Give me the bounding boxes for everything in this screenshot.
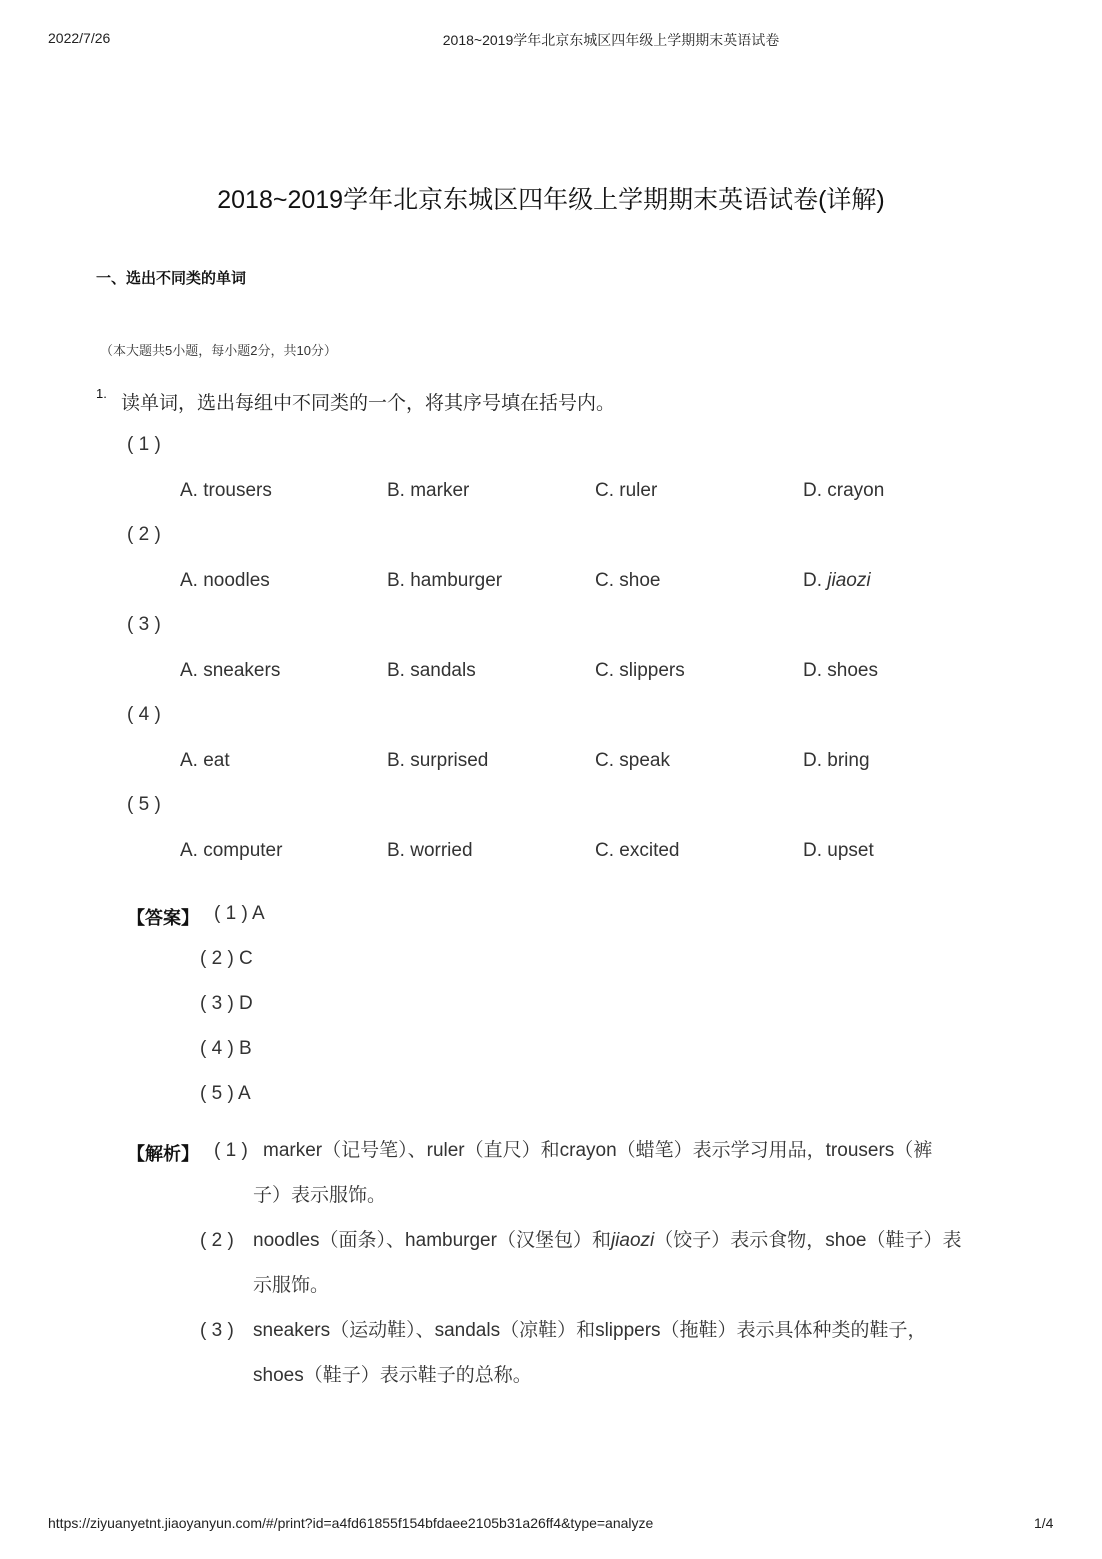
option-b: B. surprised (387, 750, 489, 771)
answer-line: ( 1 ) A (214, 903, 265, 924)
option-d-prefix: D. (803, 570, 828, 591)
analysis-num: ( 1 ) (214, 1140, 248, 1161)
option-c: C. shoe (595, 570, 661, 591)
answer-line: ( 3 ) D (200, 993, 253, 1014)
analysis-num: ( 2 ) (200, 1230, 234, 1251)
option-d: D. crayon (803, 480, 885, 501)
print-doc-title: 2018~2019学年北京东城区四年级上学期期末英语试卷 (442, 32, 780, 48)
option-c: C. excited (595, 840, 680, 861)
option-a: A. noodles (180, 570, 270, 591)
analysis-text (253, 1218, 961, 1263)
option-b: B. worried (387, 840, 473, 861)
section-heading: 一、选出不同类的单词 (96, 270, 247, 287)
option-b: B. sandals (387, 660, 476, 681)
section-note: （本大题共5小题，每小题2分，共10分） (100, 343, 337, 358)
analysis-text: sneakers（运动鞋）、sandals（凉鞋）和slippers（拖鞋）表示具体种类的鞋子， (253, 1320, 927, 1341)
analysis-italic: jiaozi (610, 1230, 655, 1251)
analysis-text: marker（记号笔）、ruler（直尺）和crayon（蜡笔）表示学习用品，trousers（裤 (263, 1140, 933, 1161)
option-c: C. ruler (595, 480, 658, 501)
item-label: ( 3 ) (127, 614, 161, 635)
analysis-text: shoes（鞋子）表示鞋子的总称。 (253, 1365, 532, 1386)
question-number: 1. (96, 386, 107, 401)
option-a: A. trousers (180, 480, 272, 501)
item-label: ( 2 ) (127, 524, 161, 545)
option-a: A. sneakers (180, 660, 281, 681)
option-b: B. hamburger (387, 570, 503, 591)
analysis-text: 示服饰。 (253, 1275, 330, 1296)
option-a: A. computer (180, 840, 283, 861)
option-a: A. eat (180, 750, 230, 771)
option-c: C. speak (595, 750, 670, 771)
analysis-text-b: （饺子）表示食物，shoe（鞋子）表 (654, 1230, 962, 1251)
analysis-text-a: noodles（面条）、hamburger（汉堡包）和 (253, 1230, 611, 1251)
item-label: ( 1 ) (127, 434, 161, 455)
page-title: 2018~2019学年北京东城区四年级上学期期末英语试卷(详解) (217, 186, 885, 214)
analysis-text: 子）表示服饰。 (253, 1185, 387, 1206)
answer-line: ( 5 ) A (200, 1083, 251, 1104)
option-d (803, 570, 871, 592)
option-d: D. bring (803, 750, 870, 771)
print-date: 2022/7/26 (48, 30, 111, 46)
answer-line: ( 2 ) C (200, 948, 253, 969)
footer-url: https://ziyuanyetnt.jiaoyanyun.com/#/print?id=a4fd61855f154bfdaee2105b31a26ff4&type=analyze (48, 1515, 654, 1531)
analysis-num: ( 3 ) (200, 1320, 234, 1341)
item-label: ( 4 ) (127, 704, 161, 725)
question-stem: 读单词，选出每组中不同类的一个，将其序号填在括号内。 (121, 393, 616, 414)
page-number: 1/4 (1034, 1515, 1054, 1531)
option-d: D. upset (803, 840, 874, 861)
option-c: C. slippers (595, 660, 685, 681)
analysis-label: 【解析】 (127, 1144, 199, 1164)
option-b: B. marker (387, 480, 470, 501)
answer-line: ( 4 ) B (200, 1038, 252, 1059)
option-d-italic: jiaozi (827, 570, 871, 591)
option-d: D. shoes (803, 660, 878, 681)
answer-label: 【答案】 (127, 908, 199, 928)
item-label: ( 5 ) (127, 794, 161, 815)
